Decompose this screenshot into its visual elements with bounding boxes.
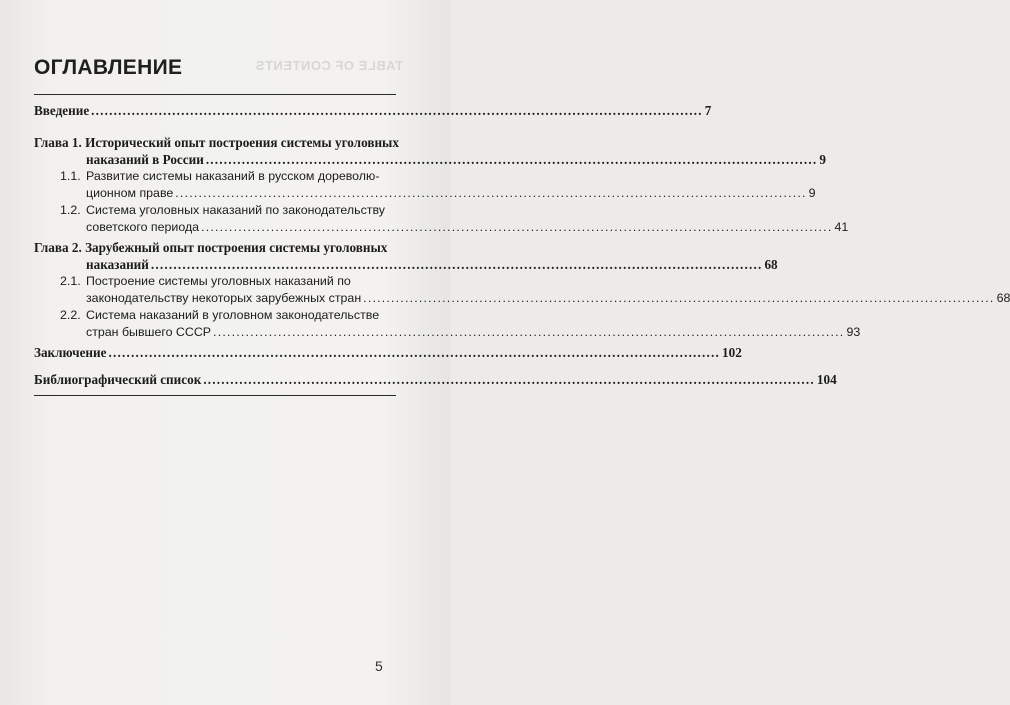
toc-entry-page: 41 (834, 220, 849, 234)
toc-entry-title: Библиографический список (34, 372, 202, 387)
page-number: 5 (375, 658, 383, 674)
dot-leader: ........................................................................................................................................ (363, 291, 995, 305)
toc-section-2-1 (86, 291, 1010, 305)
toc-entry-page: 7 (704, 103, 712, 118)
top-rule (34, 94, 396, 95)
toc-entry-title: Введение (34, 103, 90, 118)
toc-entry-title: наказаний в России (86, 152, 204, 167)
toc-entry-page: 9 (819, 152, 826, 167)
toc-section-1-1-number: 1.1. (60, 169, 81, 183)
toc-entry-title: стран бывшего СССР (86, 325, 212, 339)
toc-section-1-2-number: 1.2. (60, 203, 81, 217)
toc-entry-page: 102 (722, 345, 742, 360)
bottom-rule (34, 395, 396, 396)
toc-section-1-1 (86, 186, 816, 200)
toc-chapter-1 (86, 152, 826, 168)
toc-entry-bibliography (34, 372, 837, 388)
toc-section-2-2 (86, 325, 861, 339)
toc-section-1-2-line1: Система уголовных наказаний по законодательству (86, 203, 385, 217)
toc-entry-title: наказаний (86, 257, 149, 272)
toc-section-1-1-line1: Развитие системы наказаний в русском дореволю- (86, 169, 380, 183)
toc-entry-conclusion (34, 345, 742, 361)
toc-entry-title: ционном праве (86, 186, 174, 200)
toc-chapter-2-line1: Глава 2. Зарубежный опыт построения системы уголовных (34, 240, 388, 255)
toc-entry-title: советского периода (86, 220, 200, 234)
toc-section-2-1-number: 2.1. (60, 274, 81, 288)
toc-entry-title: законодательству некоторых зарубежных стран (86, 291, 362, 305)
toc-entry-page: 9 (808, 186, 816, 200)
page-title: ОГЛАВЛЕНИЕ (34, 56, 183, 79)
toc-entry-page: 93 (846, 325, 861, 339)
toc-entry-title: Заключение (34, 345, 107, 360)
dot-leader: ........................................................................................................................................ (108, 345, 721, 360)
toc-section-2-2-number: 2.2. (60, 308, 81, 322)
toc-entry-intro (34, 103, 712, 119)
toc-entry-page: 68 (996, 291, 1010, 305)
dot-leader: ........................................................................................................................................ (213, 325, 845, 339)
dot-leader: ........................................................................................................................................ (150, 257, 763, 272)
toc-section-2-2-line1: Система наказаний в уголовном законодательстве (86, 308, 380, 322)
toc-chapter-2 (86, 257, 778, 273)
toc-section-1-2 (86, 220, 849, 234)
dot-leader: ........................................................................................................................................ (203, 372, 815, 387)
toc-entry-page: 68 (764, 257, 778, 272)
dot-leader: ........................................................................................................................................ (205, 152, 818, 167)
show-through-text: TABLE OF CONTENTS (255, 58, 403, 73)
dot-leader: ........................................................................................................................................ (201, 220, 833, 234)
dot-leader: ........................................................................................................................................ (91, 103, 703, 118)
toc-chapter-1-line1: Глава 1. Исторический опыт построения системы уголовных (34, 135, 399, 150)
toc-entry-page: 104 (816, 372, 837, 387)
toc-section-2-1-line1: Построение системы уголовных наказаний по (86, 274, 351, 288)
dot-leader: ........................................................................................................................................ (175, 186, 807, 200)
